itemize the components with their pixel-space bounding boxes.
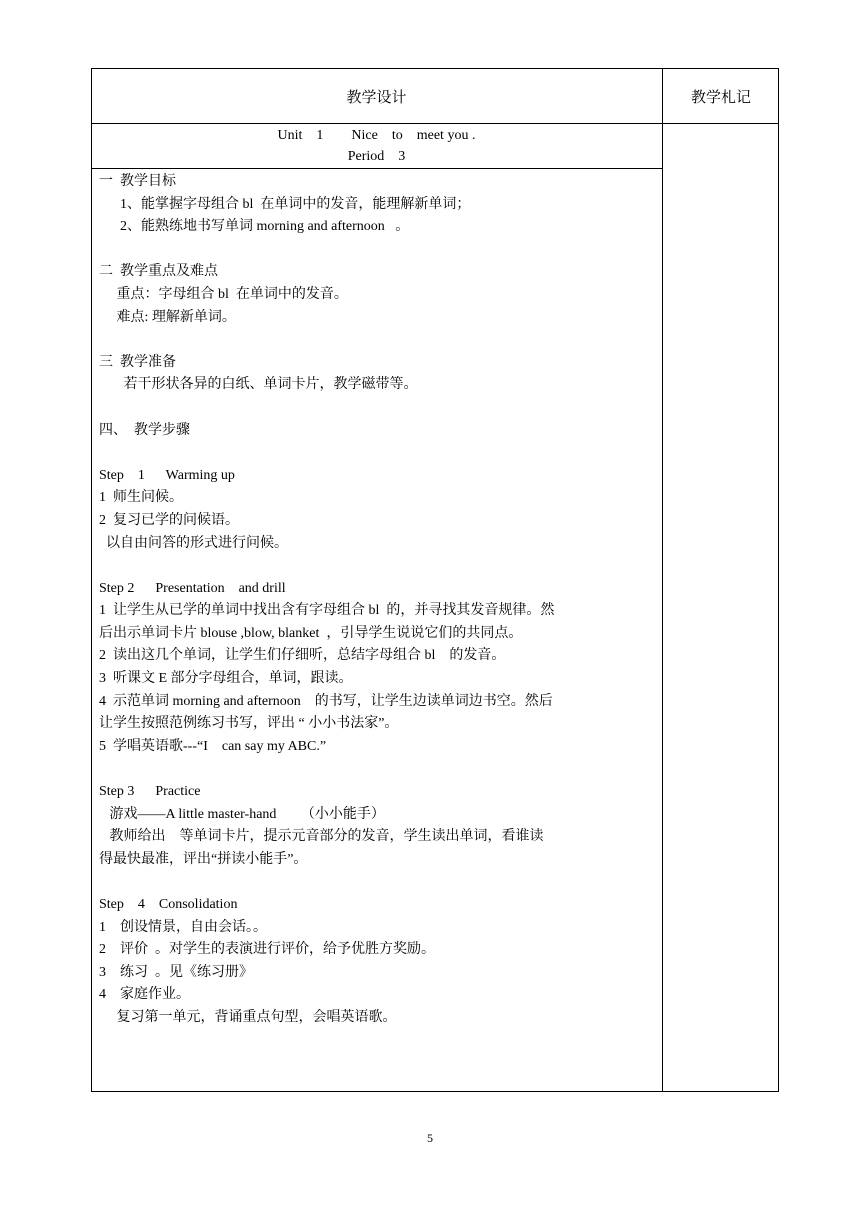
- content-line: 3 练习 。见《练习册》: [99, 964, 253, 980]
- table-title-divider: [91, 168, 663, 169]
- content-line: 若干形状各异的白纸、单词卡片，教学磁带等。: [99, 377, 418, 393]
- content-line: 2 复习已学的问候语。: [99, 512, 239, 528]
- content-line: 4 示范单词 morning and afternoon 的书写，让学生边读单词边书空。然后: [99, 693, 553, 709]
- content-line: [99, 555, 659, 578]
- content-line: 重点：字母组合 bl 在单词中的发音。: [99, 286, 348, 302]
- content-line: 2 评价 。对学生的表演进行评价，给予优胜方奖励。: [99, 942, 435, 958]
- table-column-divider: [662, 68, 663, 1092]
- content-line: [99, 239, 659, 262]
- content-line: 3 听课文 E 部分字母组合，单词，跟读。: [99, 671, 353, 687]
- content-line: 1 师生问候。: [99, 490, 183, 506]
- unit-title: Unit 1 Nice to meet you .: [277, 128, 476, 143]
- period-title: Period 3: [347, 149, 406, 164]
- content-line: 后出示单词卡片 blouse ,blow, blanket ，引导学生说说它们的共同点。: [99, 625, 523, 641]
- content-line: 一 教学目标: [99, 174, 176, 189]
- content-line: [99, 442, 659, 465]
- page-number: 5: [427, 1131, 433, 1145]
- content-line: 1 创设情景，自由会话。。: [99, 919, 267, 935]
- content-line: 二 教学重点及难点: [99, 264, 218, 280]
- content-line: [99, 329, 659, 352]
- content-line: Step 3 Practice: [99, 784, 201, 800]
- header-teaching-notes: 教学札记: [690, 87, 751, 106]
- content-line: 三 教学准备: [99, 354, 176, 370]
- lesson-content: [99, 171, 659, 1030]
- content-line: 1 让学生从已学的单词中找出含有字母组合 bl 的，并寻找其发音规律。然: [99, 603, 555, 619]
- table-header-divider: [91, 123, 779, 124]
- content-line: 游戏——A little master-hand （小小能手）: [99, 806, 385, 822]
- content-line: [99, 871, 659, 894]
- content-line: 以自由问答的形式进行问候。: [99, 535, 288, 551]
- content-line: 让学生按照范例练习书写，评出 “ 小小书法家”。: [99, 716, 399, 732]
- content-line: 5 学唱英语歌---“I can say my ABC.”: [99, 738, 327, 754]
- content-line: Step 1 Warming up: [99, 467, 235, 483]
- content-line: 教师给出 等单词卡片，提示元音部分的发音，学生读出单词，看谁读: [99, 829, 544, 845]
- content-line: 2、能熟练地书写单词 morning and afternoon 。: [99, 219, 410, 235]
- content-line: 四、 教学步骤: [99, 422, 190, 438]
- content-line: Step 2 Presentation and drill: [99, 580, 286, 596]
- content-line: 2 读出这几个单词，让学生们仔细听，总结字母组合 bl 的发音。: [99, 648, 506, 664]
- content-line: 复习第一单元，背诵重点句型，会唱英语歌。: [99, 1009, 397, 1025]
- content-line: 得最快最准，评出“拼读小能手”。: [99, 851, 308, 867]
- content-line: Step 4 Consolidation: [99, 897, 238, 912]
- content-line: 1、能掌握字母组合 bl 在单词中的发音，能理解新单词；: [99, 196, 471, 212]
- header-teaching-design: 教学设计: [346, 87, 407, 106]
- content-line: [99, 758, 659, 781]
- content-line: 4 家庭作业。: [99, 987, 190, 1003]
- content-line: 难点: 理解新单词。: [99, 309, 236, 325]
- lesson-title: [91, 125, 662, 167]
- content-line: [99, 397, 659, 420]
